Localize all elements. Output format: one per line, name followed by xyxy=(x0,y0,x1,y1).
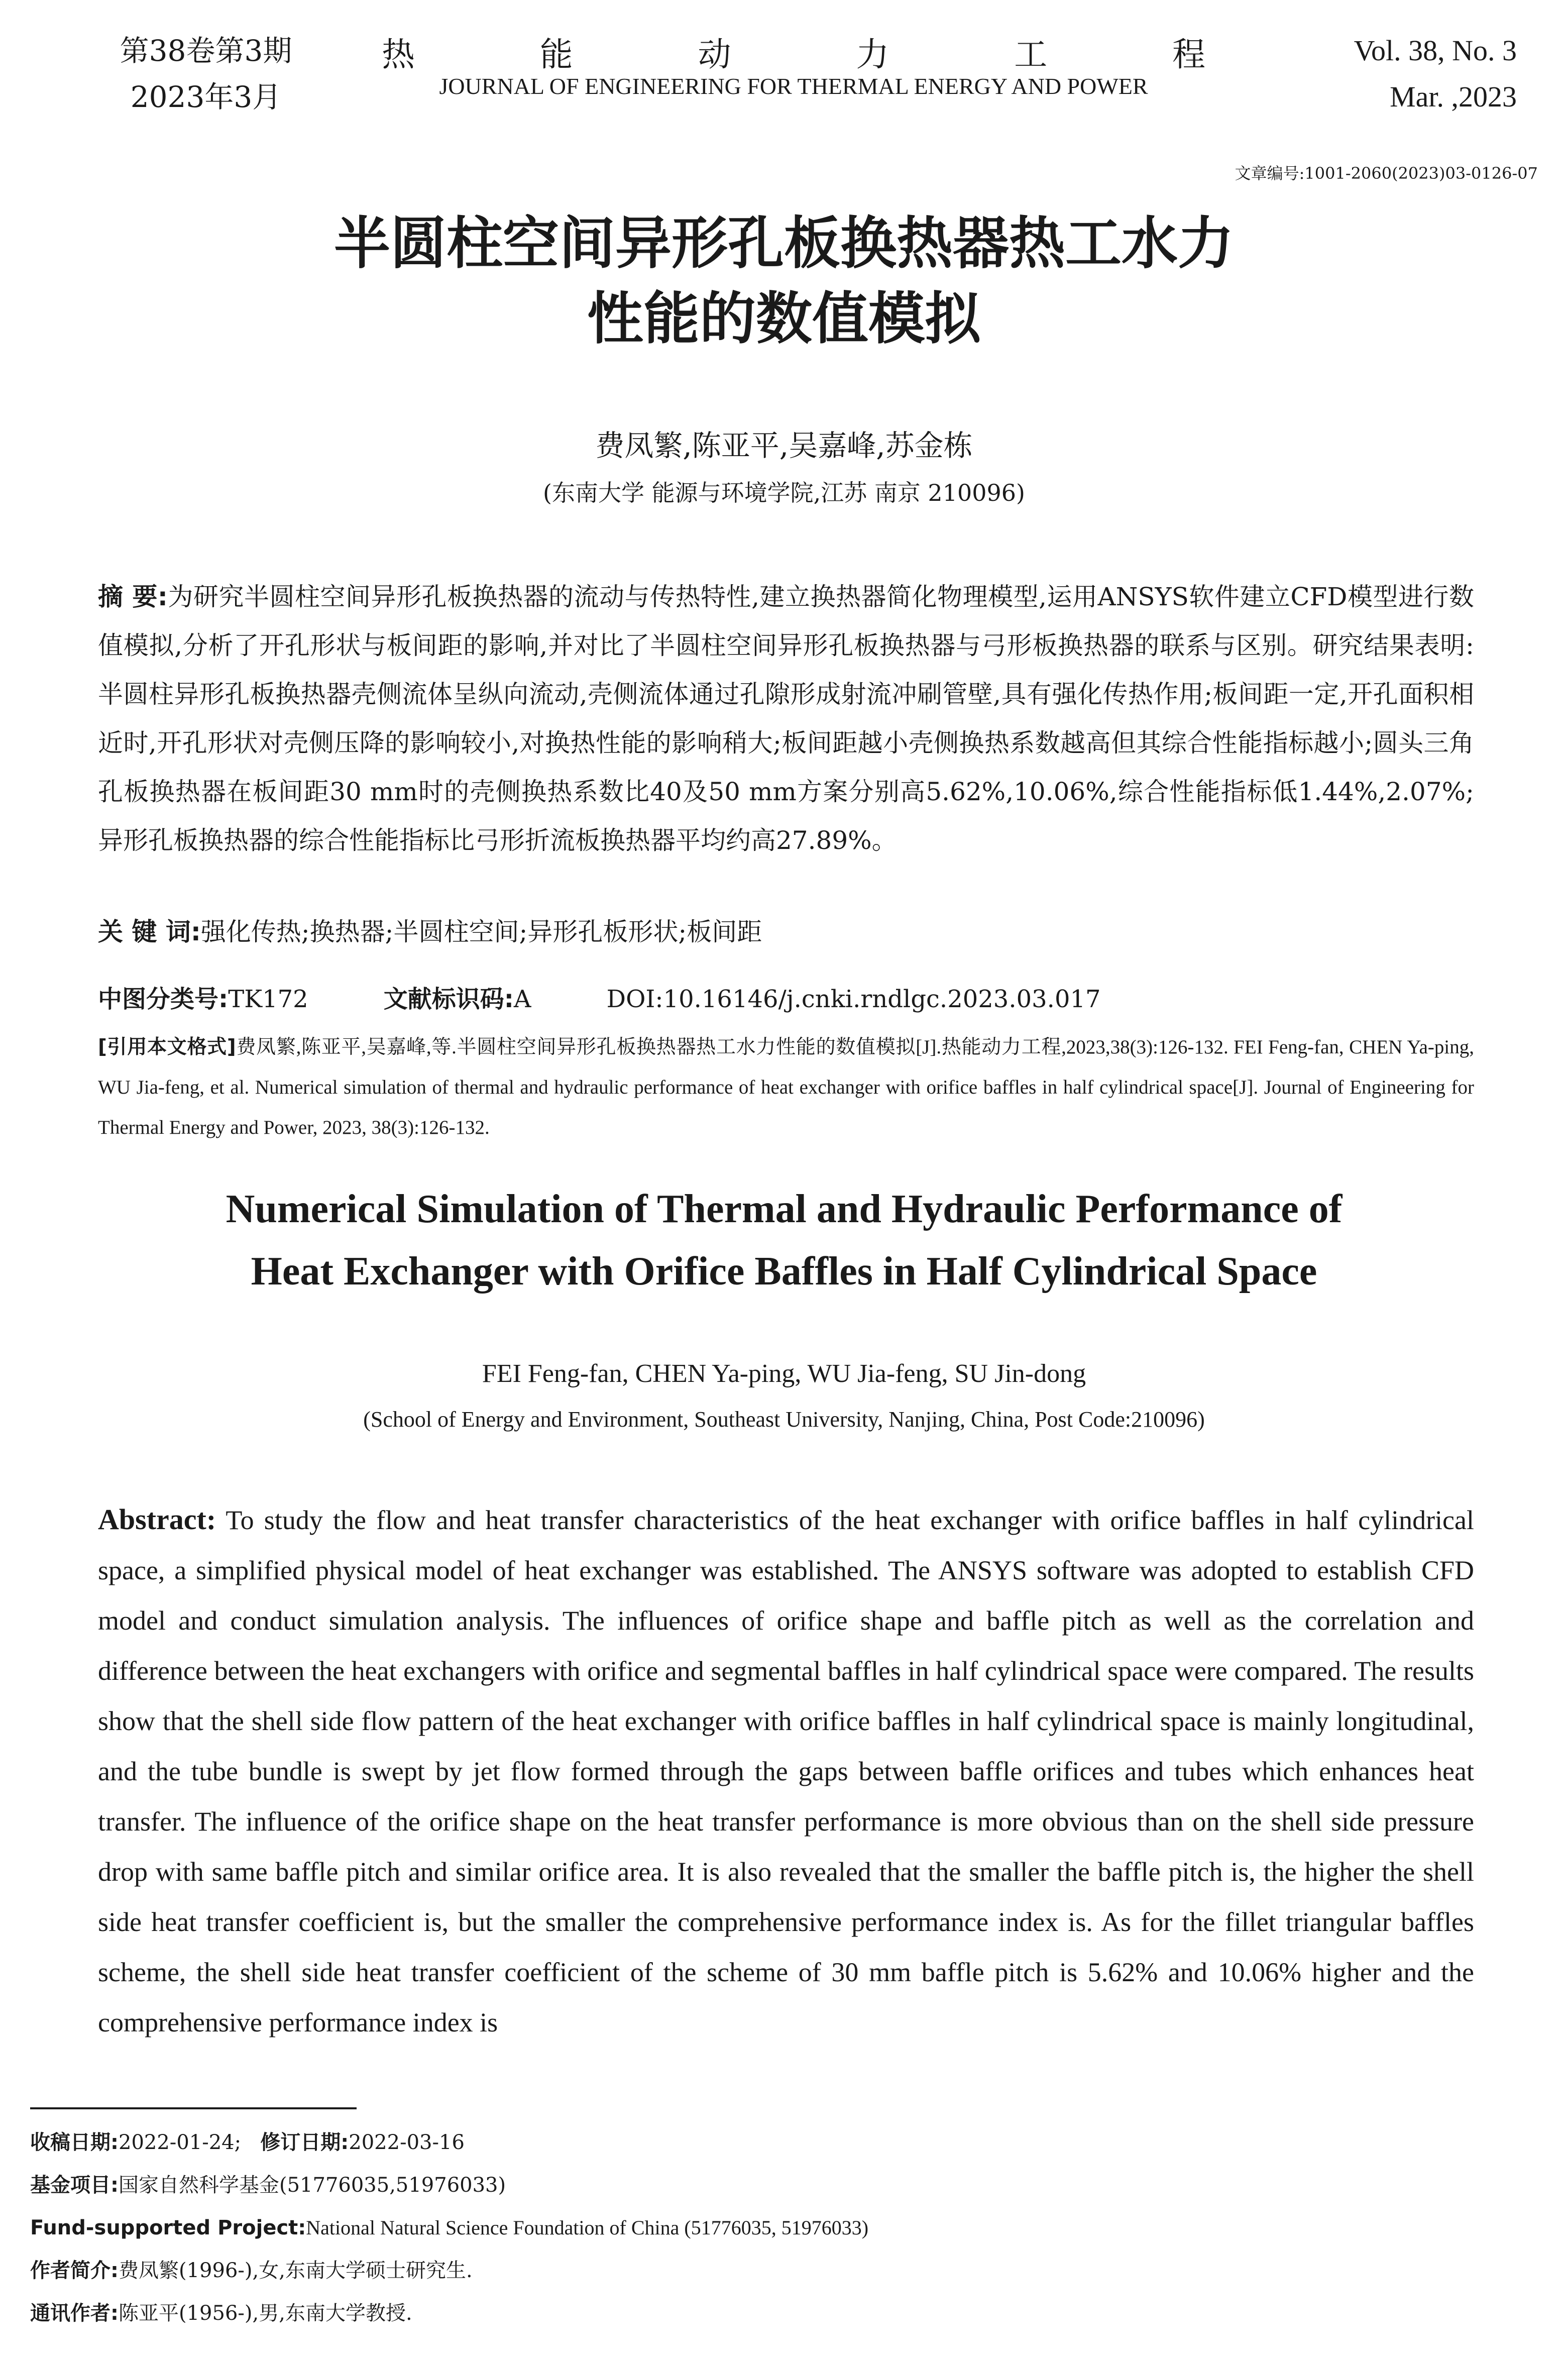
clc-label: 中图分类号: xyxy=(98,985,229,1013)
article-number: 文章编号:1001-2060(2023)03-0126-07 xyxy=(1235,164,1538,183)
classification-line xyxy=(98,980,1474,1014)
received-date: 2022-01-24; xyxy=(119,2131,242,2154)
fund-label: 基金项目: xyxy=(30,2174,119,2197)
keywords-cn xyxy=(98,912,1474,948)
journal-char: 能 xyxy=(539,35,573,74)
corresponding-value: 陈亚平(1956-),男,东南大学教授. xyxy=(119,2302,412,2325)
clc-value: TK172 xyxy=(228,985,308,1013)
journal-char: 力 xyxy=(856,35,889,74)
abstract-cn xyxy=(98,573,1474,865)
fund-en-label: Fund-supported Project: xyxy=(30,2216,306,2239)
journal-issue-en xyxy=(1301,28,1517,120)
fund-value: 国家自然科学基金(51776035,51976033) xyxy=(119,2174,506,2197)
keywords-cn-text: 强化传热;换热器;半圆柱空间;异形孔板形状;板间距 xyxy=(200,917,762,946)
footnote-author xyxy=(30,2256,1537,2286)
title-en-line2: Heat Exchanger with Orifice Baffles in Half Cylindrical Space xyxy=(251,1249,1317,1294)
volume-issue-en: Vol. 38, No. 3 xyxy=(1354,34,1517,67)
title-cn-line1: 半圆柱空间异形孔板换热器热工水力 xyxy=(334,211,1234,276)
date-cn: 2023年3月 xyxy=(130,80,282,114)
date-en: Mar. ,2023 xyxy=(1390,80,1517,113)
citation-text: 费凤繁,陈亚平,吴嘉峰,等.半圆柱空间异形孔板换热器热工水力性能的数值模拟[J].热能动力工程,2023,38(3):126-132. FEI Feng-fan, CHEN Ya-ping, WU Jia-feng, et al. Numerical simulation of thermal and hydraulic performance of heat exchanger with orifice baffles in half cylindrical space[J]. Journal of Engineering for Thermal Energy and Power, 2023, 38(3):126-132. xyxy=(98,1036,1474,1138)
authors-en: FEI Feng-fan, CHEN Ya-ping, WU Jia-feng, SU Jin-dong xyxy=(482,1359,1086,1388)
doc-code-value: A xyxy=(513,985,531,1013)
author-bio-value: 费凤繁(1996-),女,东南大学硕士研究生. xyxy=(119,2259,473,2282)
footnote-fund-en xyxy=(30,2213,1537,2243)
author-bio-label: 作者简介: xyxy=(30,2259,119,2282)
journal-char: 程 xyxy=(1172,35,1205,74)
journal-name-cn xyxy=(382,28,1205,75)
citation-label: [引用本文格式] xyxy=(98,1036,236,1058)
journal-char: 热 xyxy=(382,35,415,74)
received-label: 收稿日期: xyxy=(30,2131,119,2154)
footnote-fund-cn xyxy=(30,2170,1537,2200)
abstract-en-text: To study the flow and heat transfer characteristics of the heat exchanger with orifice baffles in half cylindrical space, a simplified physical model of heat exchanger was established. The ANSYS software was adopted to establish CFD model and conduct simulation analysis. The influences of orifice shape and baffle pitch as well as the correlation and difference between the heat exchangers with orifice and segmental baffles in half cylindrical space were compared. The results show that the shell side flow pattern of the heat exchanger with orifice baffles in half cylindrical space is mainly longitudinal, and the tube bundle is swept by jet flow formed through the gaps between baffle orifices and tubes which enhances heat transfer. The influence of the orifice shape on the heat transfer performance is more obvious than on the shell side pressure drop with same baffle pitch and similar orifice area. It is also revealed that the smaller the baffle pitch is, the higher the shell side heat transfer coefficient is, but the smaller the comprehensive performance index is. As for the fillet triangular baffles scheme, the shell side heat transfer coefficient of the scheme of 30 mm baffle pitch is 5.62% and 10.06% higher and the comprehensive performance index is xyxy=(98,1505,1474,2037)
abstract-en-label: Abstract: xyxy=(98,1503,216,1536)
corresponding-label: 通讯作者: xyxy=(30,2302,119,2325)
authors-cn: 费凤繁,陈亚平,吴嘉峰,苏金栋 xyxy=(595,428,973,463)
journal-char: 动 xyxy=(698,35,731,74)
journal-char: 工 xyxy=(1014,35,1048,74)
revised-label: 修订日期: xyxy=(260,2131,349,2154)
citation xyxy=(98,1027,1474,1148)
footnote-dates xyxy=(30,2127,1537,2158)
affiliation-en: (School of Energy and Environment, Southeast University, Nanjing, China, Post Code:210096) xyxy=(363,1407,1205,1432)
doc-code-label: 文献标识码: xyxy=(383,985,514,1013)
paper-title-en xyxy=(0,1178,1568,1303)
journal-issue-cn xyxy=(65,28,347,120)
volume-issue-cn: 第38卷第3期 xyxy=(120,34,292,68)
fund-en-value: National Natural Science Foundation of China (51776035, 51976033) xyxy=(306,2216,869,2239)
keywords-cn-label: 关 键 词: xyxy=(98,917,201,946)
revised-date: 2022-03-16 xyxy=(349,2131,465,2154)
journal-name-en: JOURNAL OF ENGINEERING FOR THERMAL ENERGY AND POWER xyxy=(439,73,1148,99)
footnote-divider xyxy=(30,2107,357,2109)
footnote-corresponding xyxy=(30,2298,1537,2328)
abstract-en xyxy=(98,1494,1474,2048)
doi: DOI:10.16146/j.cnki.rndlgc.2023.03.017 xyxy=(606,985,1101,1013)
abstract-cn-label: 摘 要: xyxy=(98,582,168,611)
abstract-cn-text: 为研究半圆柱空间异形孔板换热器的流动与传热特性,建立换热器简化物理模型,运用ANSYS软件建立CFD模型进行数值模拟,分析了开孔形状与板间距的影响,并对比了半圆柱空间异形孔板换热器与弓形板换热器的联系与区别。研究结果表明:半圆柱异形孔板换热器壳侧流体呈纵向流动,壳侧流体通过孔隙形成射流冲刷管壁,具有强化传热作用;板间距一定,开孔面积相近时,开孔形状对壳侧压降的影响较小,对换热性能的影响稍大;板间距越小壳侧换热系数越高但其综合性能指标越小;圆头三角孔板换热器在板间距30 mm时的壳侧换热系数比40及50 mm方案分别高5.62%,10.06%,综合性能指标低1.44%,2.07%;异形孔板换热器的综合性能指标比弓形折流板换热器平均约高27.89%。 xyxy=(98,582,1474,855)
title-cn-line2: 性能的数值模拟 xyxy=(587,286,981,352)
title-en-line1: Numerical Simulation of Thermal and Hydraulic Performance of xyxy=(226,1187,1342,1231)
paper-title-cn xyxy=(0,206,1568,357)
affiliation-cn: (东南大学 能源与环境学院,江苏 南京 210096) xyxy=(543,479,1025,506)
